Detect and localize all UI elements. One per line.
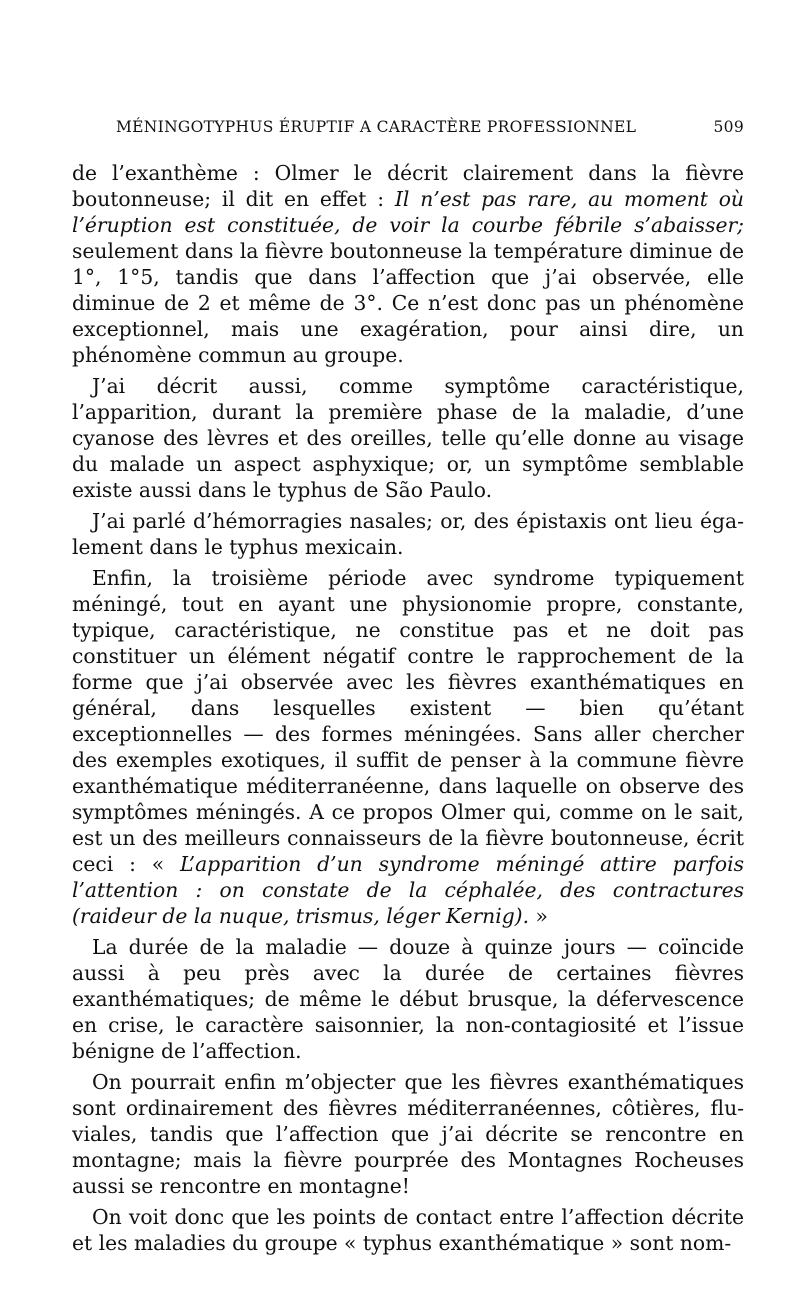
paragraph-1-text-a: de l’exanthème : Olmer le décrit clairement dans la fièvre boutonneuse; il dit en effet : <box>72 161 744 211</box>
paragraph-5: La durée de la maladie — douze à quinze jours — coïncide aussi à peu près avec la durée de certaines fièvres exanthématiques; de même le début brusque, la défervescence en crise, le caractère saisonnier, la non-contagiosité et l’issue bénigne de l’affection. <box>72 935 744 1063</box>
running-header <box>72 118 744 136</box>
page <box>72 118 744 1261</box>
paragraph-1-quote: Il n’est pas rare, au moment où l’éruption est constituée, de voir la courbe fébrile s’abaisser; <box>72 187 744 237</box>
running-title: MÉNINGOTYPHUS ÉRUPTIF A CARACTÈRE PROFESSIONNEL <box>116 118 637 136</box>
paragraph-4-text-b: » <box>529 904 548 928</box>
paragraph-3: J’ai parlé d’hémorragies nasales; or, des épistaxis ont lieu également dans le typhus mexicain. <box>72 509 744 559</box>
paragraph-6: On pourrait enfin m’objecter que les fièvres exanthématiques sont ordinairement des fièvres méditerranéennes, côtières, fluviales, tandis que l’affection que j’ai décrite se rencontre en montagne; mais la fièvre pourprée des Montagnes Rocheuses aussi se rencontre en montagne! <box>72 1070 744 1198</box>
paragraph-4-text-a: Enfin, la troisième période avec syndrome typiquement méningé, tout en ayant une physionomie propre, constante, typique, caractéristique, ne constitue pas et ne doit pas constituer un élément négatif contre le rapprochement de la forme que j’ai observée avec les fièvres exanthématiques en général, dans lesquelles existent — bien qu’étant exceptionnelles — des formes méningées. Sans aller chercher des exemples exotiques, il suffit de penser à la commune fièvre exanthématique méditerranéenne, dans laquelle on observe des symptômes méningés. A ce propos Olmer qui, comme on le sait, est un des meilleurs connaisseurs de la fièvre boutonneuse, écrit ceci : « <box>72 566 744 876</box>
body-text <box>72 160 744 1256</box>
paragraph-4 <box>72 565 744 929</box>
paragraph-1 <box>72 160 744 368</box>
paragraph-7: On voit donc que les points de contact entre l’affection décrite et les maladies du groupe « typhus exanthématique » sont nom- <box>72 1205 744 1255</box>
page-number: 509 <box>713 118 744 136</box>
paragraph-2: J’ai décrit aussi, comme symptôme caractéristique, l’apparition, durant la première phase de la maladie, d’une cyanose des lèvres et des oreilles, telle qu’elle donne au visage du malade un aspect asphyxique; or, un symptôme semblable existe aussi dans le typhus de São Paulo. <box>72 374 744 502</box>
paragraph-4-quote: L’apparition d’un syndrome méningé attire parfois l’attention : on constate de la céphalée, des contractures (raideur de la nuque, trismus, léger Kernig). <box>72 852 744 928</box>
paragraph-1-text-b: seulement dans la fièvre boutonneuse la température diminue de 1°, 1°5, tandis que dans l’affection que j’ai observée, elle diminue de 2 et même de 3°. Ce n’est donc pas un phénomène exceptionnel, mais une exagération, pour ainsi dire, un phénomène commun au groupe. <box>72 239 744 367</box>
